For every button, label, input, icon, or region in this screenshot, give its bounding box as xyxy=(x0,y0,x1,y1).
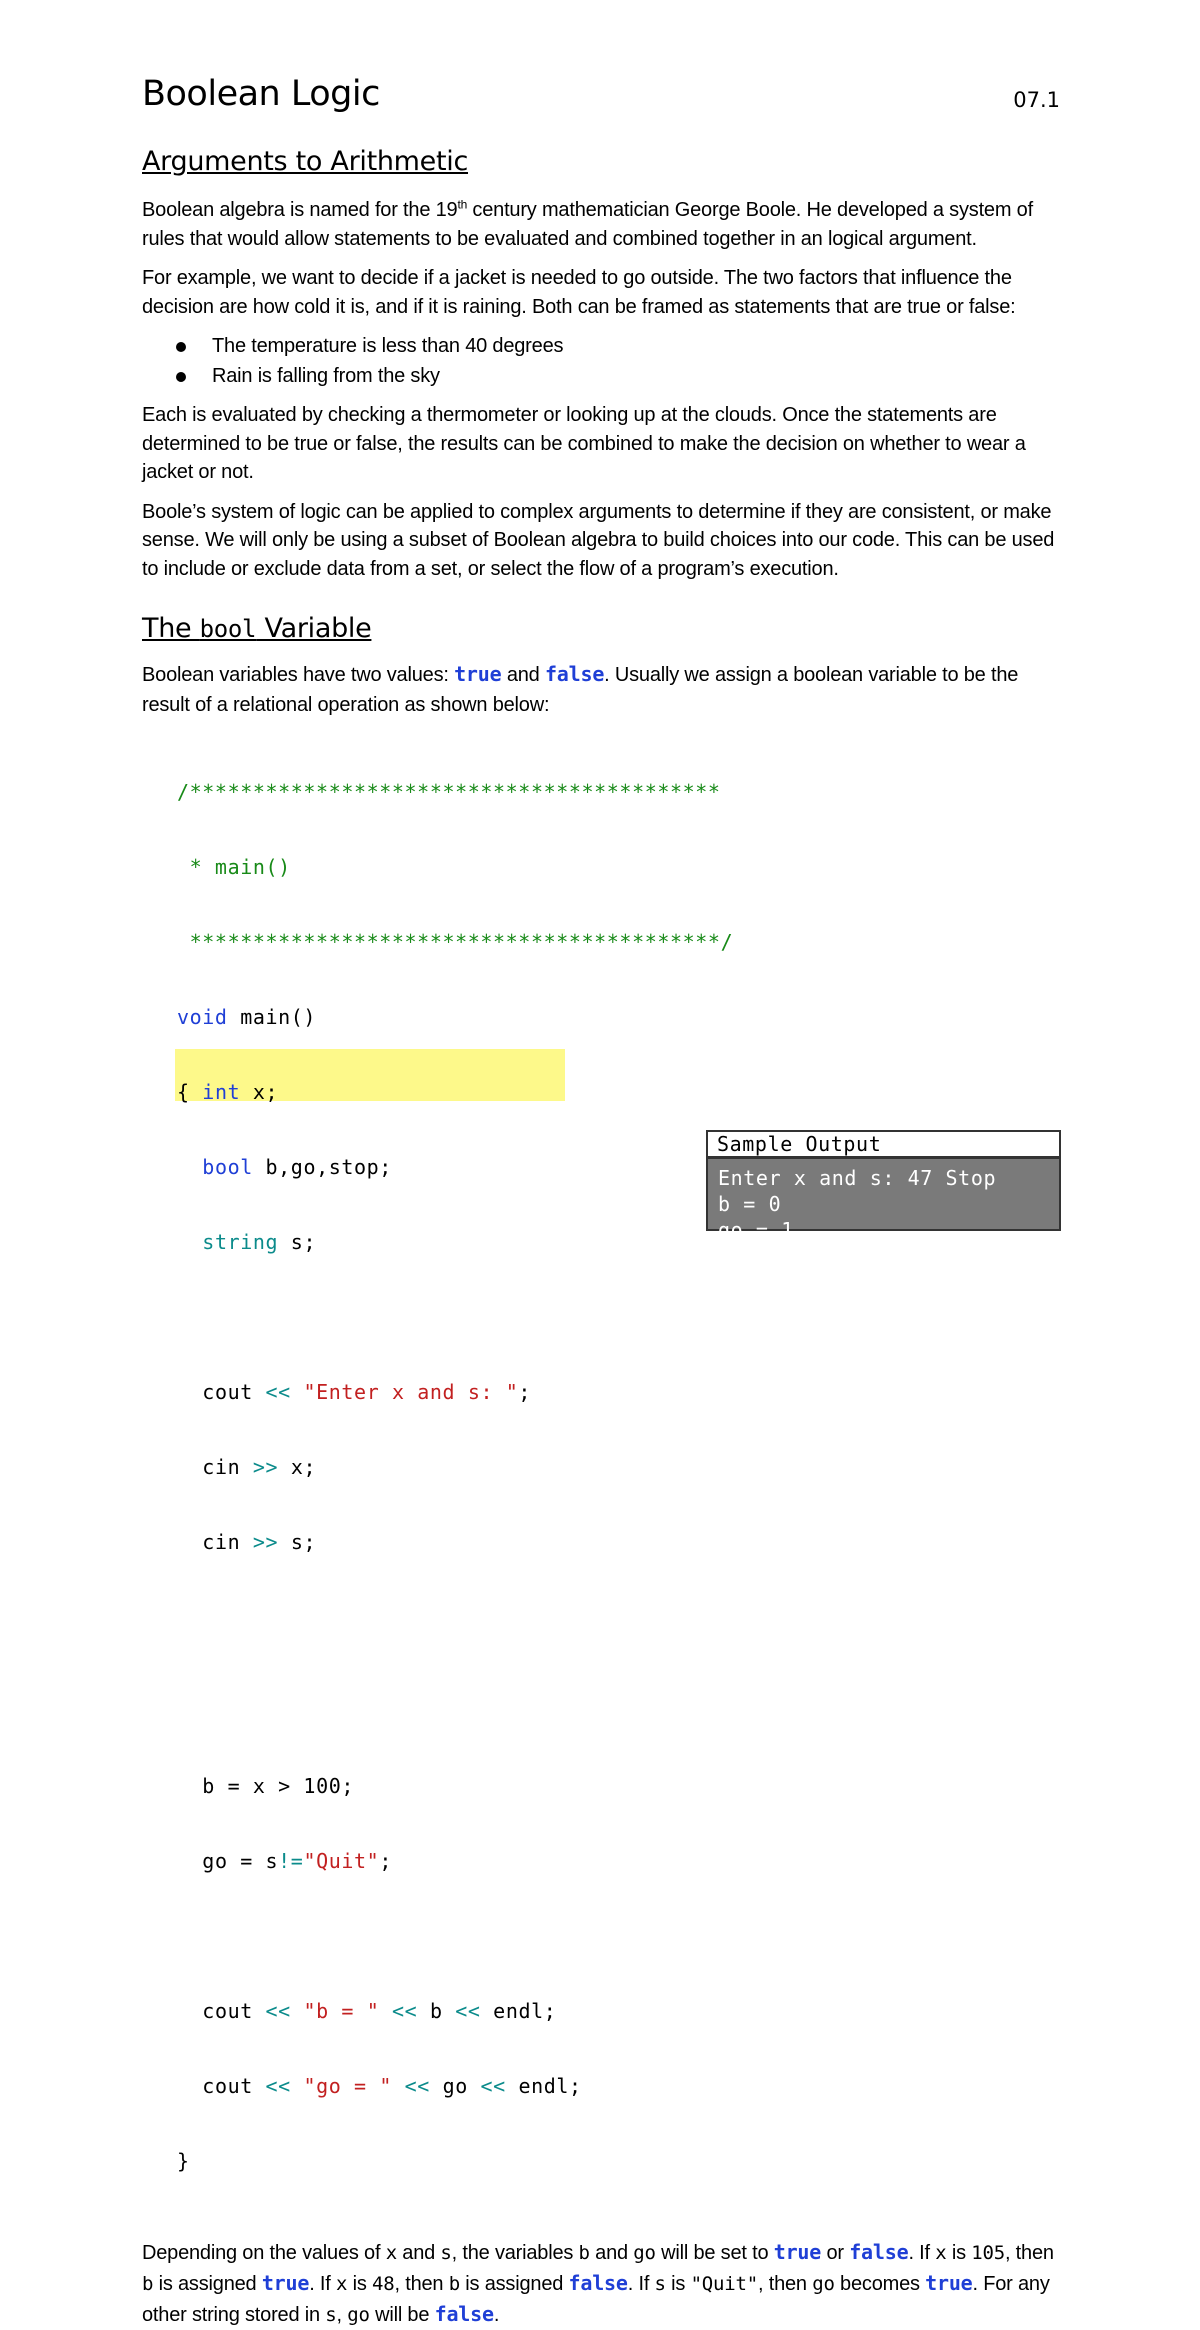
paragraph-evaluation: Each is evaluated by checking a thermometer or looking up at the clouds. Once the statements are determined to be true or false, the results can be combined to make the decision on whether to wear a jacket or not. xyxy=(142,404,1026,483)
text-span: and xyxy=(501,664,545,686)
code-indent xyxy=(177,1230,202,1254)
code-inline: s xyxy=(325,2304,337,2326)
text-span: , then xyxy=(394,2273,449,2295)
bullet-list xyxy=(142,331,1060,391)
code-comment: ******************************************/ xyxy=(177,930,734,954)
text-span: . If xyxy=(627,2273,655,2295)
code-comment: /****************************************** xyxy=(177,780,721,804)
code-inline: b xyxy=(578,2242,590,2264)
text-span: . For any other string stored in xyxy=(142,2273,1050,2326)
text-span: , then xyxy=(1004,2242,1054,2264)
code-indent xyxy=(177,1999,202,2023)
code-indent xyxy=(177,1774,202,1798)
text-span: century mathematician George Boole. He developed a system of rules that would allow statements to be evaluated and combined together in an logical argument. xyxy=(142,199,1033,250)
code-operator: << xyxy=(480,2074,506,2098)
section-heading-bool-variable xyxy=(142,613,1060,644)
keyword-true: true xyxy=(261,2271,310,2295)
keyword-true: true xyxy=(454,662,502,686)
code-operator: << xyxy=(265,2074,291,2098)
code-line xyxy=(177,1230,1060,1255)
code-keyword: int xyxy=(202,1080,241,1104)
code-line xyxy=(177,1005,1060,1030)
text-span: The xyxy=(142,613,200,644)
code-inline: b xyxy=(448,2273,460,2295)
text-span: . If xyxy=(908,2242,936,2264)
code-text: cin xyxy=(202,1455,241,1479)
sample-output-header: Sample Output xyxy=(708,1132,1059,1159)
code-string: "b = " xyxy=(303,1999,380,2023)
code-text: cout xyxy=(202,2074,253,2098)
code-string: "Enter x and s: " xyxy=(303,1380,519,1404)
text-span: . Usually we assign a boolean variable to be the result of a relational operation as shown below: xyxy=(142,664,1019,716)
code-inline: 48 xyxy=(372,2273,395,2295)
code-text: { xyxy=(177,1080,203,1104)
text-span: , then xyxy=(758,2273,813,2295)
code-operator: << xyxy=(265,1380,291,1404)
sample-output-box xyxy=(706,1130,1061,1242)
section-heading-arguments: Arguments to Arithmetic xyxy=(142,146,469,177)
text-span: or xyxy=(821,2242,850,2264)
code-line xyxy=(177,1080,1060,1105)
code-inline: s xyxy=(440,2242,452,2264)
page-title: Boolean Logic xyxy=(142,74,380,114)
code-line xyxy=(177,1455,1060,1480)
code-line-highlighted xyxy=(177,1774,1060,1799)
code-indent xyxy=(177,1849,202,1873)
text-span: becomes xyxy=(834,2273,926,2295)
code-line xyxy=(177,1380,1060,1405)
code-operator: >> xyxy=(252,1455,279,1479)
text-span: will be xyxy=(369,2304,435,2326)
text-span: is xyxy=(946,2242,972,2264)
keyword-true: true xyxy=(925,2271,973,2295)
code-inline: s xyxy=(654,2273,666,2295)
text-span: is xyxy=(665,2273,691,2295)
paragraph-bool-results xyxy=(142,2237,1060,2330)
paragraph-boole-intro xyxy=(142,196,1060,253)
console-line: Enter x and s: 47 Stop xyxy=(718,1166,997,1190)
code-text: s; xyxy=(278,1230,317,1254)
text-span: is xyxy=(347,2273,373,2295)
code-indent xyxy=(177,1380,202,1404)
text-span: Variable xyxy=(256,613,372,644)
code-text: main() xyxy=(227,1005,317,1029)
title-row xyxy=(142,70,1060,122)
code-operator: << xyxy=(265,1999,291,2023)
code-keyword: string xyxy=(202,1230,279,1254)
keyword-false: false xyxy=(544,662,605,686)
code-operator: << xyxy=(404,2074,430,2098)
code-string: "Quit" xyxy=(303,1849,380,1873)
code-indent xyxy=(177,1455,202,1479)
text-span: , xyxy=(336,2304,348,2326)
code-text: ; xyxy=(518,1380,532,1404)
code-inline: "Quit" xyxy=(690,2273,758,2295)
code-text: s; xyxy=(278,1530,317,1554)
code-line xyxy=(177,2074,1060,2099)
code-string: "go = " xyxy=(303,2074,392,2098)
text-span: and xyxy=(396,2242,441,2264)
code-text: b xyxy=(417,1999,456,2023)
text-span: Depending on the values of xyxy=(142,2242,386,2264)
list-item: Rain is falling from the sky xyxy=(212,361,1060,391)
code-line xyxy=(177,1530,1060,1555)
paragraph-boole-system: Boole’s system of logic can be applied to complex arguments to determine if they are consistent, or make sense. We will only be using a subset of Boolean algebra to build choices into our code. This can be used to include or exclude data from a set, or select the flow of a program’s execution. xyxy=(142,500,1055,580)
paragraph-jacket-example: For example, we want to decide if a jacket is needed to go outside. The two factors that influence the decision are how cold it is, and if it is raining. Both can be framed as statements that are true or false: xyxy=(142,267,1016,318)
code-text: ; xyxy=(379,1849,392,1873)
code-indent xyxy=(177,1155,202,1179)
text-span: is assigned xyxy=(459,2273,569,2295)
code-line xyxy=(177,1155,1060,1180)
code-blank-line xyxy=(177,1924,1060,1949)
code-line xyxy=(177,1999,1060,2024)
code-inline: go xyxy=(633,2242,656,2264)
code-text: x; xyxy=(240,1080,279,1104)
console-line: go = 1 xyxy=(718,1218,794,1242)
code-line-highlighted xyxy=(177,1849,1060,1874)
code-inline: go xyxy=(812,2273,835,2295)
code-text: cin xyxy=(202,1530,241,1554)
chapter-number: 07.1 xyxy=(1013,88,1060,112)
code-text: cout xyxy=(202,1999,253,2023)
keyword-true: true xyxy=(773,2240,822,2264)
paragraph-bool-values xyxy=(142,660,1060,720)
code-indent xyxy=(177,2074,202,2098)
code-text: go = s xyxy=(202,1849,279,1873)
code-comment: * main() xyxy=(177,855,291,879)
code-line: } xyxy=(177,2149,190,2173)
code-text: b = x > 100; xyxy=(202,1774,354,1798)
text-span: , the variables xyxy=(451,2242,579,2264)
code-operator: << xyxy=(455,1999,481,2023)
text-span: is assigned xyxy=(153,2273,262,2295)
text-span: Boolean variables have two values: xyxy=(142,664,455,686)
keyword-false: false xyxy=(434,2302,494,2326)
code-blank-line xyxy=(177,1305,1060,1330)
code-inline: x xyxy=(385,2242,397,2264)
text-span: . xyxy=(493,2304,500,2326)
code-inline: x xyxy=(935,2242,947,2264)
code-text: go xyxy=(429,2074,481,2098)
code-keyword: void xyxy=(177,1005,228,1029)
console-line: b = 0 xyxy=(718,1192,782,1216)
code-text: endl; xyxy=(480,1999,557,2023)
code-blank-line xyxy=(177,1680,1060,1699)
code-inline: 105 xyxy=(971,2242,1005,2264)
keyword-false: false xyxy=(568,2271,628,2295)
code-indent xyxy=(177,1530,202,1554)
text-span: Boolean algebra is named for the 19 xyxy=(142,199,458,221)
code-text: x; xyxy=(278,1455,317,1479)
text-span: will be set to xyxy=(655,2242,774,2264)
keyword-false: false xyxy=(849,2240,909,2264)
code-blank-line xyxy=(177,1605,1060,1630)
code-operator: << xyxy=(392,1999,418,2023)
code-operator: != xyxy=(278,1849,304,1873)
code-inline: x xyxy=(336,2273,348,2295)
code-text: cout xyxy=(202,1380,253,1404)
code-keyword: bool xyxy=(199,615,257,643)
code-inline: b xyxy=(142,2273,154,2295)
text-span: and xyxy=(589,2242,634,2264)
code-listing xyxy=(177,730,1060,2224)
code-keyword: bool xyxy=(202,1155,253,1179)
code-operator: >> xyxy=(252,1530,279,1554)
text-span: . If xyxy=(309,2273,336,2295)
superscript: th xyxy=(457,197,468,212)
list-item: The temperature is less than 40 degrees xyxy=(212,331,1060,361)
code-inline: go xyxy=(347,2304,370,2326)
code-text: endl; xyxy=(505,2074,582,2098)
code-text: b,go,stop; xyxy=(252,1155,392,1179)
